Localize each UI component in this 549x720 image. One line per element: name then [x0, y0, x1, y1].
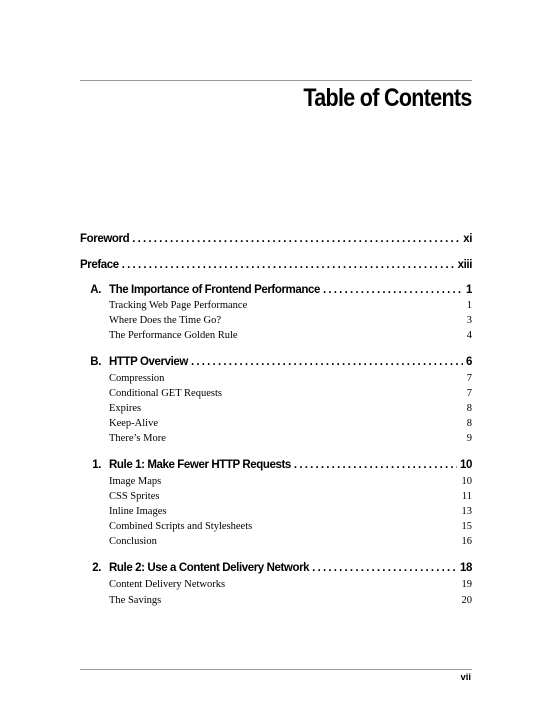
chapter-page: 18: [460, 562, 472, 574]
page-number: vii: [460, 672, 471, 683]
section-title: CSS Sprites: [109, 491, 160, 502]
leader-dots: [323, 284, 463, 296]
chapter-page: 10: [460, 459, 472, 471]
section-page: 4: [466, 330, 472, 341]
chapter-title: Rule 2: Use a Content Delivery Network: [109, 562, 310, 574]
section-title: Combined Scripts and Stylesheets: [109, 521, 253, 532]
section-title: Expires: [109, 403, 142, 414]
chapter-number: A.: [90, 284, 101, 296]
section-page: 20: [461, 595, 472, 606]
toc-entry-page: xiii: [457, 259, 472, 271]
leader-dots: [312, 562, 457, 574]
toc-section[interactable]: [109, 579, 472, 590]
toc-section[interactable]: [109, 418, 472, 429]
section-page: 7: [466, 373, 472, 384]
chapter-page: 1: [466, 284, 472, 296]
toc-section[interactable]: [109, 491, 472, 502]
section-page: 19: [461, 579, 472, 590]
section-title: Image Maps: [109, 476, 162, 487]
chapter-page: 6: [466, 356, 472, 368]
section-page: 15: [461, 521, 472, 532]
section-page: 10: [461, 476, 472, 487]
toc-entry-preface[interactable]: [80, 259, 472, 271]
section-title: Inline Images: [109, 506, 167, 517]
chapter-title: Rule 1: Make Fewer HTTP Requests: [109, 459, 291, 471]
toc-section[interactable]: [109, 595, 472, 606]
section-page: 3: [466, 315, 472, 326]
section-page: 1: [466, 300, 472, 311]
leader-dots: [294, 459, 457, 471]
leader-dots: [191, 356, 463, 368]
toc-entry-label: Foreword: [80, 233, 130, 245]
section-title: The Savings: [109, 595, 162, 606]
toc-entry-foreword[interactable]: [80, 233, 472, 245]
toc-section[interactable]: [109, 373, 472, 384]
section-title: Compression: [109, 373, 165, 384]
bottom-rule: [80, 669, 472, 670]
toc-chapter-2[interactable]: [80, 562, 472, 574]
section-title: There’s More: [109, 433, 166, 444]
section-title: Content Delivery Networks: [109, 579, 226, 590]
toc-section[interactable]: [109, 521, 472, 532]
section-page: 16: [461, 536, 472, 547]
toc-section[interactable]: [109, 315, 472, 326]
toc-section[interactable]: [109, 433, 472, 444]
chapter-title: HTTP Overview: [109, 356, 188, 368]
chapter-number: B.: [90, 356, 101, 368]
leader-dots: [132, 233, 460, 245]
toc-chapter-b[interactable]: [80, 356, 472, 368]
chapter-title: The Importance of Frontend Performance: [109, 284, 320, 296]
section-title: Conclusion: [109, 536, 157, 547]
toc-chapter-a[interactable]: [80, 284, 472, 296]
section-page: 8: [466, 403, 472, 414]
section-page: 11: [461, 491, 472, 502]
section-page: 9: [466, 433, 472, 444]
toc-chapter-1[interactable]: [80, 459, 472, 471]
leader-dots: [122, 259, 455, 271]
toc-section[interactable]: [109, 388, 472, 399]
toc-section[interactable]: [109, 300, 472, 311]
page-title: Table of Contents: [303, 84, 472, 112]
toc-section[interactable]: [109, 403, 472, 414]
toc-entry-page: xi: [463, 233, 472, 245]
section-title: Tracking Web Page Performance: [109, 300, 248, 311]
toc-entry-label: Preface: [80, 259, 119, 271]
toc-section[interactable]: [109, 536, 472, 547]
section-title: Keep-Alive: [109, 418, 158, 429]
chapter-number: 1.: [92, 459, 101, 471]
section-page: 7: [466, 388, 472, 399]
toc-section[interactable]: [109, 506, 472, 517]
toc-section[interactable]: [109, 330, 472, 341]
section-title: Conditional GET Requests: [109, 388, 222, 399]
toc-section[interactable]: [109, 476, 472, 487]
section-page: 8: [466, 418, 472, 429]
section-title: The Performance Golden Rule: [109, 330, 238, 341]
section-page: 13: [461, 506, 472, 517]
section-title: Where Does the Time Go?: [109, 315, 221, 326]
chapter-number: 2.: [92, 562, 101, 574]
